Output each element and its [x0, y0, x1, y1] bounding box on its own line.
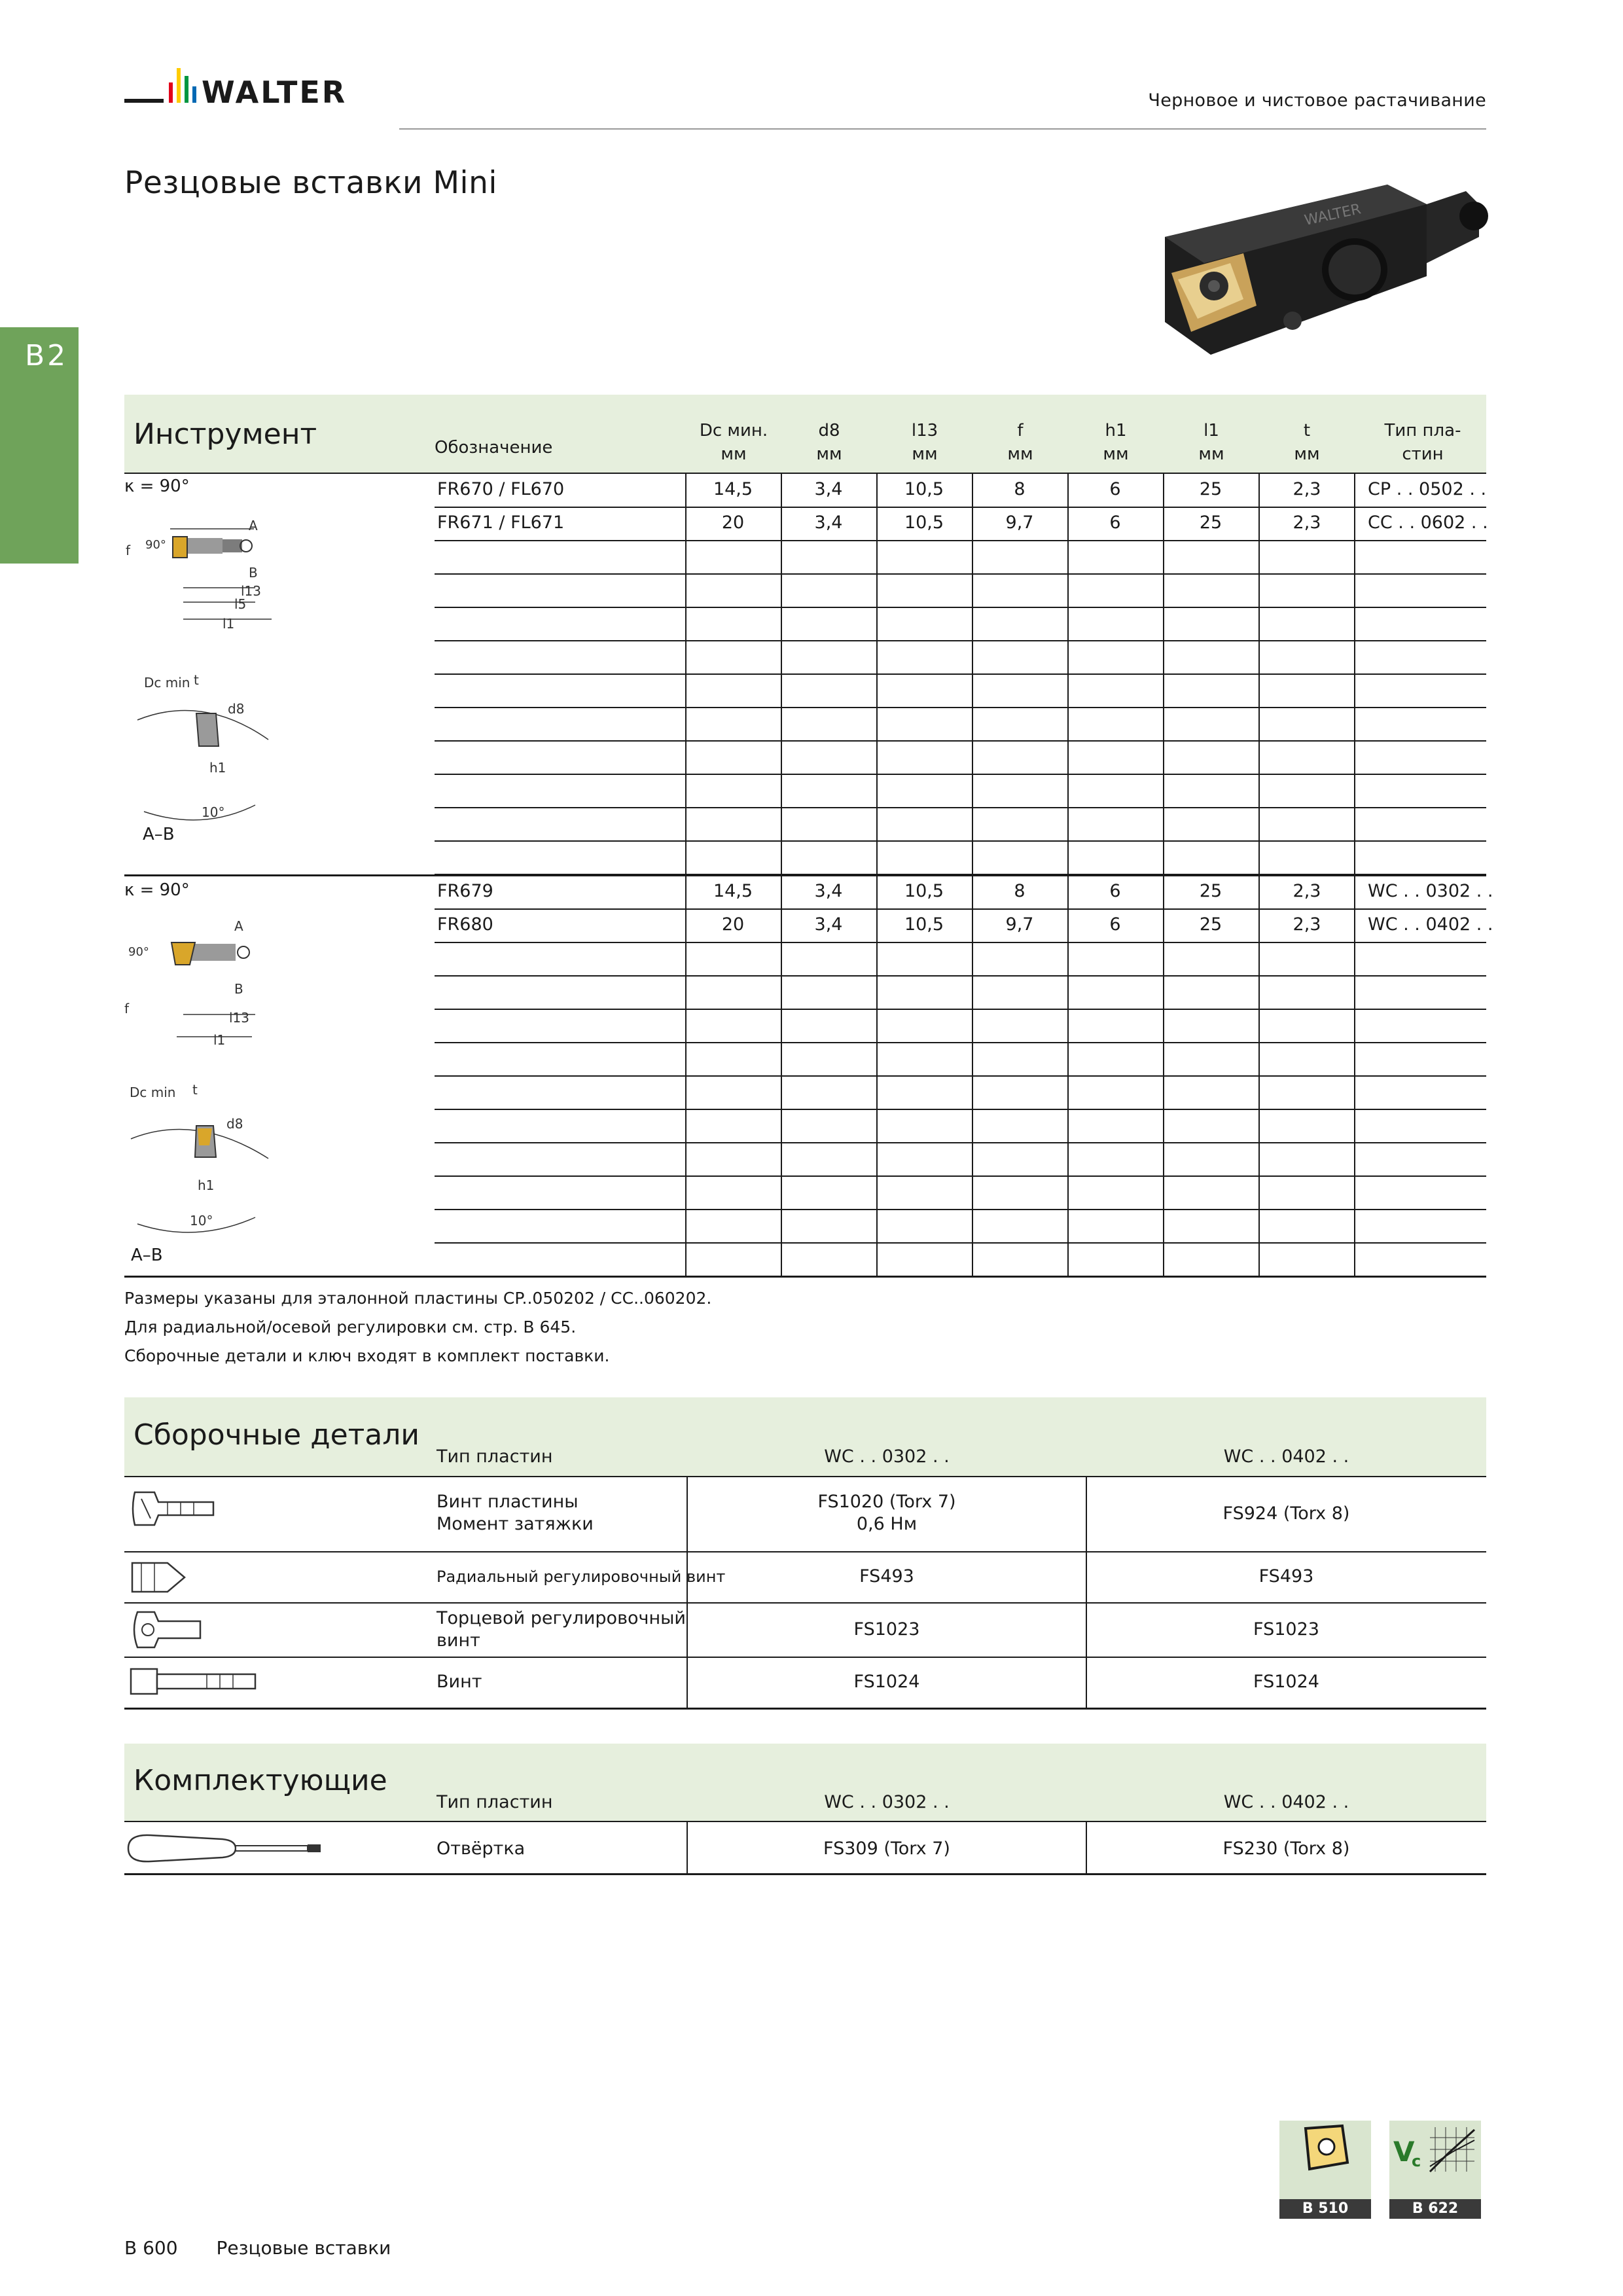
accessories-row1-b: FS230 (Torx 8) — [1222, 1839, 1350, 1859]
col-designation-label: Обозначение — [435, 438, 553, 457]
assembly-col-b: WC . . 0402 . . — [1223, 1446, 1349, 1467]
footer-section: Резцовые вставки — [216, 2237, 391, 2259]
svg-text:l1: l1 — [213, 1032, 226, 1048]
table-cell: 6 — [1109, 914, 1121, 935]
row-line — [435, 1042, 1486, 1043]
svg-text:t: t — [192, 1082, 198, 1098]
table-cell: 20 — [721, 914, 745, 935]
table-cell: 3,4 — [814, 914, 843, 935]
table-cell: 2,3 — [1293, 479, 1321, 499]
row-line — [435, 807, 1486, 808]
tool-drawing-top-2 — [124, 916, 281, 1054]
insert-screw-icon — [128, 1486, 220, 1532]
table-cell: 3,4 — [814, 881, 843, 901]
screwdriver-icon — [124, 1830, 327, 1867]
row-line — [435, 1009, 1486, 1010]
table-cell: 6 — [1109, 881, 1121, 901]
badge-cutting-data-label: B 622 — [1389, 2199, 1481, 2219]
assembly-col-a: WC . . 0302 . . — [824, 1446, 950, 1467]
svg-text:10°: 10° — [190, 1213, 213, 1229]
table-cell: 25 — [1199, 512, 1222, 533]
assembly-row1-b: FS924 (Torx 8) — [1222, 1503, 1350, 1524]
svg-text:t: t — [194, 672, 199, 688]
table-cell: 10,5 — [904, 914, 944, 935]
radial-adjust-screw-icon — [128, 1559, 194, 1596]
badge-cutting-data[interactable] — [1389, 2121, 1481, 2217]
row-line — [435, 975, 1486, 977]
row-line — [435, 774, 1486, 775]
row-line — [435, 540, 1486, 541]
assembly-row2-b: FS493 — [1258, 1566, 1314, 1587]
chapter-tab-label: B2 — [25, 339, 69, 372]
table-cell: 9,7 — [1005, 512, 1034, 533]
row-line — [435, 1075, 1486, 1077]
svg-text:f: f — [126, 543, 131, 558]
table-cell: CP . . 0502 . . — [1368, 479, 1487, 499]
row-line — [435, 1142, 1486, 1143]
vc-cutting-data-icon — [1389, 2121, 1481, 2179]
svg-text:Dc min: Dc min — [144, 675, 190, 691]
tool-designation: FR680 — [437, 914, 493, 935]
accessories-title: Комплектующие — [134, 1764, 387, 1797]
table-cell: WC . . 0302 . . — [1368, 881, 1493, 901]
tool-designation: FR670 / FL670 — [437, 479, 565, 499]
col-l1-label: l1 — [1204, 421, 1219, 440]
assembly-row3-label-a: Торцевой регулировочный — [437, 1608, 686, 1628]
table-cell: 8 — [1014, 479, 1026, 499]
assembly-row1-label-a: Винт пластины — [437, 1492, 579, 1512]
accessories-col-label: Тип пластин — [437, 1792, 553, 1812]
svg-text:f: f — [124, 1001, 130, 1016]
table-cell: 25 — [1199, 881, 1222, 901]
note-1: Размеры указаны для эталонной пластины CP..050202 / CC..060202. — [124, 1289, 712, 1308]
table-notes — [124, 1284, 711, 1371]
col-h1-unit: мм — [1103, 444, 1129, 464]
assembly-title: Сборочные детали — [134, 1418, 419, 1452]
accessories-row1-a: FS309 (Torx 7) — [823, 1839, 950, 1859]
svg-text:B: B — [249, 565, 258, 581]
table-cell: 8 — [1014, 881, 1026, 901]
table-cell: 10,5 — [904, 881, 944, 901]
col-insert-type-label: Тип пла- — [1384, 421, 1461, 440]
insert-icon — [1279, 2121, 1371, 2179]
col-dcmin-label: Dc мин. — [699, 421, 768, 440]
row-line — [435, 1209, 1486, 1210]
col-dcmin-unit: мм — [721, 444, 747, 464]
assembly-row1-label — [437, 1491, 594, 1535]
note-2: Для радиальной/осевой регулировки см. стр. B 645. — [124, 1318, 577, 1336]
svg-text:d8: d8 — [228, 701, 245, 717]
page-footer — [124, 2237, 423, 2259]
group2-kappa: κ = 90° — [124, 880, 190, 900]
svg-text:V: V — [1393, 2136, 1415, 2168]
table-cell: 6 — [1109, 512, 1121, 533]
tool-designation: FR679 — [437, 881, 493, 901]
svg-text:l13: l13 — [241, 583, 262, 599]
col-l13-label: l13 — [911, 421, 938, 440]
assembly-row1-a-val: FS1020 (Torx 7) — [817, 1492, 956, 1512]
page-title: Резцовые вставки Mini — [124, 165, 497, 201]
table-cell: 6 — [1109, 479, 1121, 499]
svg-text:l5: l5 — [234, 596, 247, 612]
svg-text:WALTER: WALTER — [1303, 201, 1363, 229]
assembly-col-label: Тип пластин — [437, 1446, 553, 1467]
tool-drawing-section-1 — [131, 668, 275, 825]
page-number: B 600 — [124, 2237, 178, 2259]
assembly-row2-a: FS493 — [859, 1566, 914, 1587]
row-line — [435, 673, 1486, 675]
table-cell: 2,3 — [1293, 512, 1321, 533]
svg-text:B: B — [234, 981, 243, 997]
col-d8-label: d8 — [818, 421, 840, 440]
table-cell: 20 — [721, 512, 745, 533]
table-cell: CC . . 0602 . . — [1368, 512, 1488, 533]
tool-drawing-top-1 — [124, 511, 281, 641]
accessories-col-a: WC . . 0302 . . — [824, 1792, 950, 1812]
table-cell: 14,5 — [713, 881, 753, 901]
tool-table-title: Инструмент — [134, 418, 317, 451]
table-cell: 3,4 — [814, 512, 843, 533]
table-cell: WC . . 0402 . . — [1368, 914, 1493, 935]
svg-text:A: A — [234, 918, 243, 934]
assembly-row1-a-torque: 0,6 Нм — [856, 1514, 918, 1534]
tool-designation: FR671 / FL671 — [437, 512, 565, 533]
col-f-unit: мм — [1007, 444, 1033, 464]
assembly-row4-a: FS1024 — [853, 1672, 920, 1692]
accessories-col-b: WC . . 0402 . . — [1223, 1792, 1349, 1812]
svg-text:c: c — [1412, 2152, 1421, 2170]
svg-text:h1: h1 — [209, 760, 226, 776]
table-cell: 3,4 — [814, 479, 843, 499]
row-line — [435, 707, 1486, 708]
row-line — [435, 740, 1486, 742]
badge-insert[interactable] — [1279, 2121, 1371, 2217]
assembly-row4-b: FS1024 — [1253, 1672, 1319, 1692]
assembly-row3-label — [437, 1607, 686, 1652]
group1-kappa: κ = 90° — [124, 476, 190, 496]
assembly-row3-a: FS1023 — [853, 1619, 920, 1640]
col-t-label: t — [1303, 421, 1311, 440]
svg-text:WALTER: WALTER — [202, 75, 348, 110]
svg-text:90°: 90° — [145, 538, 166, 552]
table-cell: 25 — [1199, 914, 1222, 935]
header-subtitle: Черновое и чистовое растачивание — [1148, 90, 1486, 111]
svg-text:l13: l13 — [229, 1010, 250, 1026]
row-line — [435, 942, 1486, 943]
accessories-row1-label: Отвёртка — [437, 1839, 526, 1859]
assembly-row4-label: Винт — [437, 1672, 482, 1692]
col-d8-unit: мм — [816, 444, 842, 464]
assembly-row3-b: FS1023 — [1253, 1619, 1319, 1640]
table-cell: 10,5 — [904, 479, 944, 499]
row-line — [435, 1109, 1486, 1110]
col-l13-unit: мм — [912, 444, 938, 464]
table-bottom-rule — [124, 1276, 1486, 1278]
row-line — [435, 1175, 1486, 1177]
assembly-row2-label: Радиальный регулировочный винт — [437, 1568, 726, 1586]
table-cell: 9,7 — [1005, 914, 1034, 935]
col-insert-type-unit: стин — [1402, 444, 1444, 464]
svg-text:90°: 90° — [128, 945, 149, 959]
badge-insert-label: B 510 — [1279, 2199, 1371, 2219]
table-cell: 2,3 — [1293, 881, 1321, 901]
row-line — [435, 840, 1486, 842]
axial-adjust-screw-icon — [128, 1607, 207, 1653]
row-line — [435, 640, 1486, 641]
col-h1-label: h1 — [1105, 421, 1127, 440]
cap-screw-icon — [128, 1665, 259, 1698]
col-l1-unit: мм — [1198, 444, 1224, 464]
row-line — [435, 1242, 1486, 1244]
svg-text:h1: h1 — [198, 1177, 215, 1193]
svg-text:10°: 10° — [202, 804, 225, 820]
svg-text:l1: l1 — [223, 616, 235, 632]
svg-text:A: A — [249, 518, 258, 533]
table-cell: 2,3 — [1293, 914, 1321, 935]
group2-section-label: A–B — [131, 1246, 163, 1265]
assembly-row1-a — [687, 1491, 1086, 1535]
assembly-row3-label-b: винт — [437, 1630, 480, 1651]
group1-section-label: A–B — [143, 825, 175, 844]
row-line — [435, 573, 1486, 575]
table-cell: 25 — [1199, 479, 1222, 499]
col-f-label: f — [1017, 421, 1024, 440]
row-line — [435, 607, 1486, 608]
svg-text:d8: d8 — [226, 1116, 243, 1132]
svg-text:Dc min: Dc min — [130, 1085, 176, 1100]
note-3: Сборочные детали и ключ входят в комплект поставки. — [124, 1346, 610, 1365]
assembly-row1-label-b: Момент затяжки — [437, 1514, 594, 1534]
col-t-unit: мм — [1294, 444, 1320, 464]
table-cell: 14,5 — [713, 479, 753, 499]
tool-drawing-section-2 — [124, 1080, 275, 1237]
table-cell: 10,5 — [904, 512, 944, 533]
